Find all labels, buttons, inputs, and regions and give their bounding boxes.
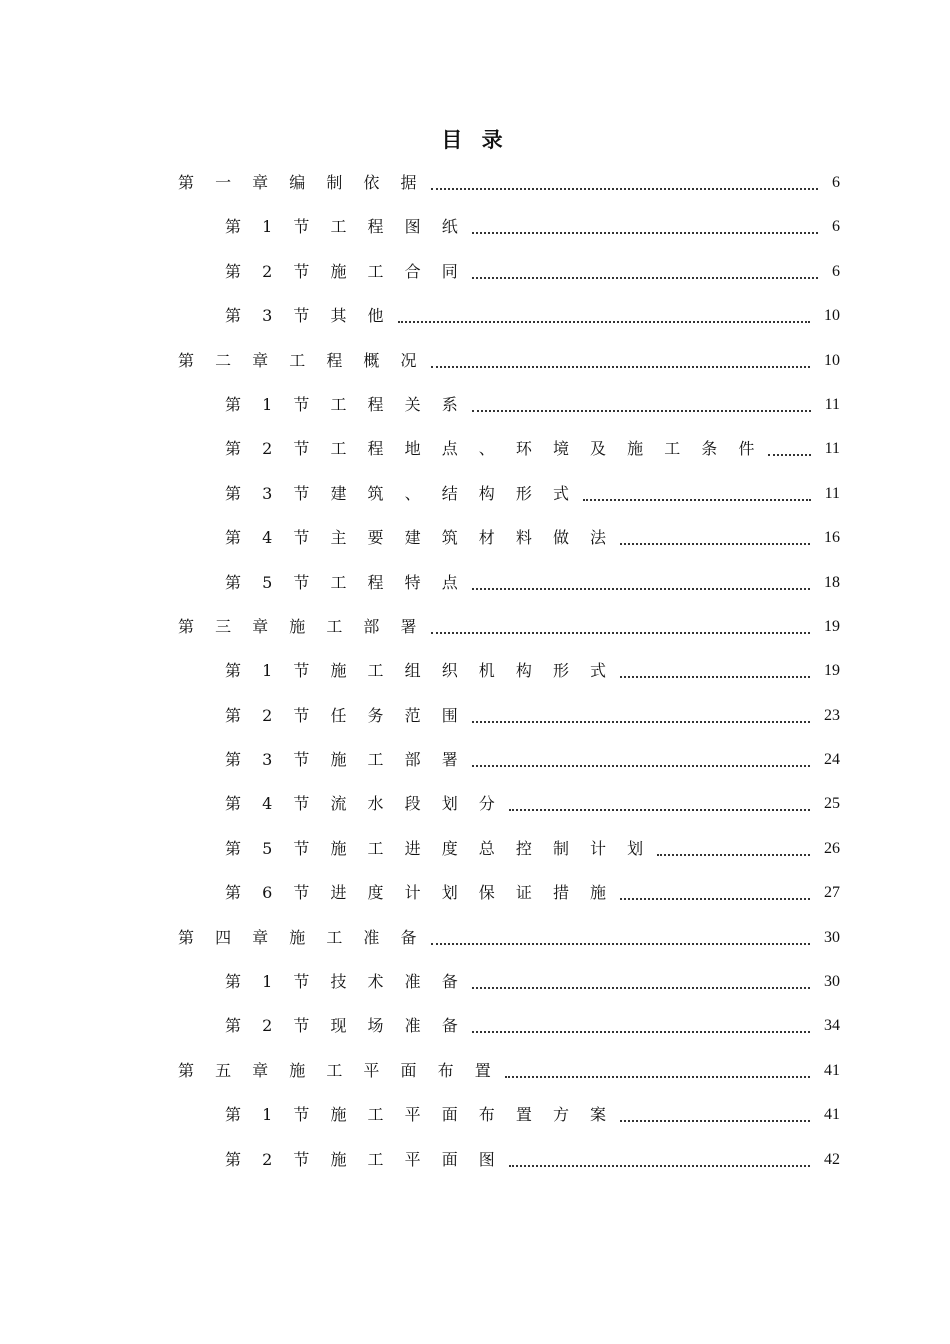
toc-entry-label: 第 6 节 进 度 计 划 保 证 措 施 [225,883,615,903]
toc-page-number: 42 [824,1150,840,1168]
toc-entry-label: 第 4 节 流 水 段 划 分 [225,794,503,814]
toc-leader-dots [398,319,810,323]
toc-page-number: 11 [824,484,840,502]
toc-section-entry[interactable] [0,1003,950,1047]
toc-leader-dots [472,1029,810,1033]
toc-section-entry[interactable] [0,471,950,515]
toc-page-number: 16 [824,529,840,547]
toc-page-number: 19 [824,662,840,680]
toc-page-number: 18 [824,573,840,591]
toc-leader-dots [505,1074,810,1078]
toc-section-entry[interactable] [0,1092,950,1136]
toc-leader-dots [509,807,810,811]
toc-leader-dots [472,586,810,590]
toc-leader-dots [472,230,818,234]
toc-entry-label: 第 三 章 施 工 部 署 [178,616,425,636]
toc-title: 目 录 [441,127,509,152]
toc-entry-label: 第 5 节 施 工 进 度 总 控 制 计 划 [225,838,652,858]
toc-leader-dots [431,630,810,634]
toc-entry-label: 第 5 节 工 程 特 点 [225,572,466,592]
toc-entry-label: 第 3 节 建 筑 、 结 构 形 式 [225,483,577,503]
toc-section-entry[interactable] [0,693,950,737]
toc-section-entry[interactable] [0,382,950,426]
toc-leader-dots [472,763,810,767]
toc-section-entry[interactable] [0,515,950,559]
toc-page-number: 10 [824,351,840,369]
toc-leader-dots [431,364,810,368]
toc-entry-label: 第 二 章 工 程 概 况 [178,350,425,370]
toc-section-entry[interactable] [0,1137,950,1181]
toc-entry-label: 第 1 节 工 程 图 纸 [225,217,466,237]
toc-entry-label: 第 2 节 施 工 合 同 [225,261,466,281]
toc-chapter-entry[interactable] [0,604,950,648]
toc-section-entry[interactable] [0,959,950,1003]
toc-entry-label: 第 1 节 技 术 准 备 [225,972,466,992]
toc-page-number: 30 [824,928,840,946]
toc-section-entry[interactable] [0,870,950,914]
toc-page-number: 6 [832,218,840,236]
toc-section-entry[interactable] [0,249,950,293]
toc-leader-dots [620,674,810,678]
toc-entry-label: 第 2 节 施 工 平 面 图 [225,1149,503,1169]
toc-leader-dots [472,985,810,989]
toc-chapter-entry[interactable] [0,338,950,382]
toc-page-number: 27 [824,884,840,902]
toc-leader-dots [583,497,811,501]
toc-page-number: 41 [824,1106,840,1124]
toc-section-entry[interactable] [0,560,950,604]
toc-page-number: 19 [824,617,840,635]
toc-entry-label: 第 4 节 主 要 建 筑 材 料 做 法 [225,528,615,548]
toc-page-number: 11 [824,440,840,458]
toc-section-entry[interactable] [0,826,950,870]
toc-leader-dots [472,719,810,723]
toc-page-number: 34 [824,1017,840,1035]
toc-list [0,160,950,1181]
toc-leader-dots [472,408,811,412]
toc-page-number: 25 [824,795,840,813]
toc-page-number: 11 [824,395,840,413]
toc-entry-label: 第 四 章 施 工 准 备 [178,927,425,947]
toc-entry-label: 第 2 节 工 程 地 点 、 环 境 及 施 工 条 件 [225,439,763,459]
toc-section-entry[interactable] [0,293,950,337]
toc-leader-dots [620,541,810,545]
toc-chapter-entry[interactable] [0,160,950,204]
toc-section-entry[interactable] [0,426,950,470]
toc-entry-label: 第 3 节 其 他 [225,306,392,326]
toc-leader-dots [620,896,810,900]
toc-page-number: 26 [824,839,840,857]
toc-entry-label: 第 五 章 施 工 平 面 布 置 [178,1060,499,1080]
toc-entry-label: 第 2 节 现 场 准 备 [225,1016,466,1036]
toc-entry-label: 第 1 节 工 程 关 系 [225,394,466,414]
toc-chapter-entry[interactable] [0,915,950,959]
toc-section-entry[interactable] [0,204,950,248]
toc-entry-label: 第 一 章 编 制 依 据 [178,173,425,192]
toc-leader-dots [768,452,810,456]
toc-leader-dots [657,852,810,856]
toc-chapter-entry[interactable] [0,1048,950,1092]
toc-leader-dots [509,1163,810,1167]
toc-entry-label: 第 1 节 施 工 组 织 机 构 形 式 [225,661,615,681]
toc-entry-label: 第 1 节 施 工 平 面 布 置 方 案 [225,1105,615,1125]
toc-page-number: 41 [824,1061,840,1079]
toc-section-entry[interactable] [0,781,950,825]
toc-leader-dots [431,941,810,945]
toc-page-number: 23 [824,706,840,724]
toc-page-number: 6 [832,174,840,191]
toc-page-number: 30 [824,973,840,991]
toc-page-number: 10 [824,307,840,325]
toc-entry-label: 第 3 节 施 工 部 署 [225,750,466,770]
toc-page-number: 24 [824,751,840,769]
toc-leader-dots [620,1118,810,1122]
toc-section-entry[interactable] [0,648,950,692]
toc-leader-dots [472,275,818,279]
toc-page-number: 6 [832,262,840,280]
toc-leader-dots [431,186,818,190]
toc-section-entry[interactable] [0,737,950,781]
toc-entry-label: 第 2 节 任 务 范 围 [225,705,466,725]
